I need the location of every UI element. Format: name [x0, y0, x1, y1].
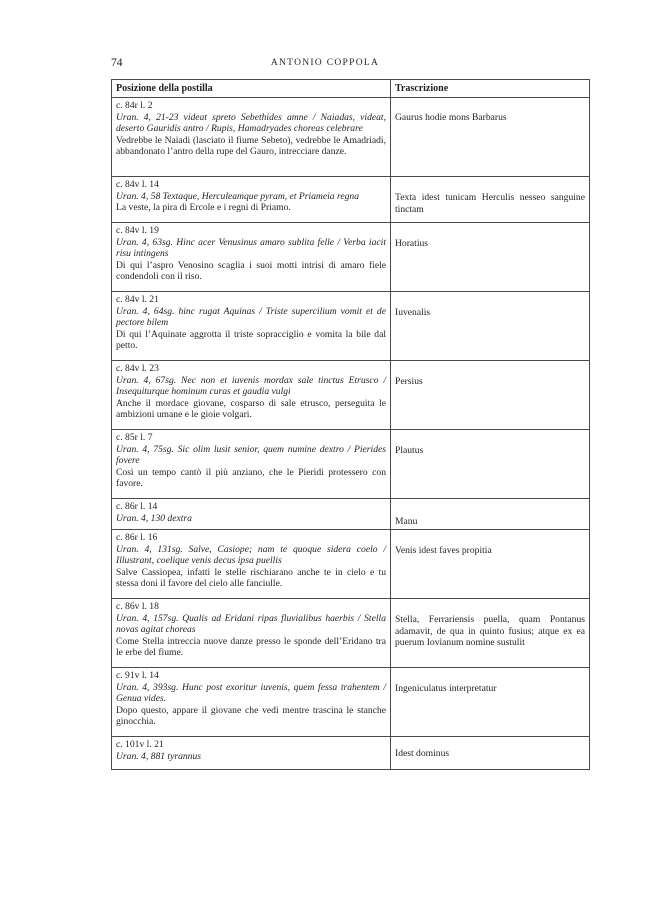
italian-translation: Come Stella intreccia nuove danze presso le sponde dell’Eridano tra le erbe del fiume.	[116, 635, 386, 659]
location: c. 84v l. 23	[116, 363, 159, 374]
column-header-position: Posizione della postilla	[112, 80, 391, 98]
transcription-cell: Gaurus hodie mons Barbarus	[391, 98, 590, 177]
location: c. 91v l. 14	[116, 670, 159, 681]
location: c. 84v l. 21	[116, 294, 159, 305]
table-row	[112, 599, 590, 668]
italian-translation: Vedrebbe le Naiadi (lasciato il fiume Sebeto), vedrebbe le Amadriadi, abbandonato l’antro della rupe del Gauro, intrecciare danze.	[116, 134, 386, 158]
table-row	[112, 499, 590, 530]
position-cell	[112, 292, 391, 361]
location: c. 85r l. 7	[116, 432, 153, 443]
position-cell	[112, 530, 391, 599]
italian-translation: Così un tempo cantò il più anziano, che le Pieridi protessero con favore.	[116, 466, 386, 490]
running-head: ANTONIO COPPOLA	[270, 58, 380, 68]
latin-source: Uran. 4, 64sg. hinc rugat Aquinas / Triste supercilium vomit et de pectore bilem	[116, 305, 386, 329]
location: c. 86v l. 18	[116, 601, 159, 612]
table-row	[112, 430, 590, 499]
latin-source: Uran. 4, 67sg. Nec non et iuvenis mordax sale tinctus Etrusco / Insequiturque hominum curas et gaudia vulgi	[116, 374, 386, 398]
position-cell	[112, 668, 391, 737]
position-cell	[112, 98, 391, 177]
position-cell	[112, 430, 391, 499]
transcription-cell: Horatius	[391, 223, 590, 292]
table-row	[112, 530, 590, 599]
italian-translation: Di qui l’Aquinate aggrotta il triste sopracciglio e vomita la bile dal petto.	[116, 328, 386, 352]
latin-source: Uran. 4, 393sg. Hunc post exoritur iuvenis, quem fessa trahentem / Genua vides.	[116, 681, 386, 705]
table-row	[112, 98, 590, 177]
table-row	[112, 177, 590, 223]
table-row	[112, 361, 590, 430]
table-row	[112, 668, 590, 737]
transcription-cell: Ingeniculatus interpretatur	[391, 668, 590, 737]
latin-source: Uran. 4, 157sg. Qualis ad Eridani ripas fluvialibus haerbis / Stella novas agitat choreas	[116, 612, 386, 636]
transcription-cell: Idest dominus	[391, 737, 590, 770]
transcription-cell: Venis idest faves propitia	[391, 530, 590, 599]
page-number: 74	[111, 57, 123, 69]
italian-translation: Di qui l’aspro Venosino scaglia i suoi motti intrisi di amaro fiele condendoli con il riso.	[116, 259, 386, 283]
transcription-cell: Stella, Ferrariensis puella, quam Pontanus adamavit, de qua in quinto fusius; atque ex ea puerum Iovianum nomine sustulit	[391, 599, 590, 668]
latin-source: Uran. 4, 58 Textaque, Herculeamque pyram, et Priameia regna	[116, 190, 360, 202]
table-header-row	[112, 80, 590, 98]
location: c. 84v l. 14	[116, 179, 159, 190]
position-cell	[112, 499, 391, 530]
italian-translation: Anche il mordace giovane, cosparso di sale etrusco, perseguita le ambizioni umane e le gioie volgari.	[116, 397, 386, 421]
location: c. 86r l. 16	[116, 532, 158, 543]
transcription-cell: Texta idest tunicam Herculis nesseo sanguine tinctam	[391, 177, 590, 223]
position-cell	[112, 223, 391, 292]
transcription-cell: Persius	[391, 361, 590, 430]
position-cell	[112, 599, 391, 668]
transcription-cell: Iuvenalis	[391, 292, 590, 361]
location: c. 86r l. 14	[116, 501, 158, 512]
italian-translation: Salve Cassiopea, infatti le stelle rischiarano anche te in cielo e tu stessa doni il favore del cielo alle fanciulle.	[116, 566, 386, 590]
latin-source: Uran. 4, 881 tyrannus	[116, 750, 202, 762]
postille-table	[111, 79, 590, 770]
transcription-cell: Plautus	[391, 430, 590, 499]
table-row	[112, 737, 590, 770]
latin-source: Uran. 4, 131sg. Salve, Casiope; nam te quoque sidera coelo / Illustrant, coelique venis decus ipsa puellis	[116, 543, 386, 567]
position-cell	[112, 361, 391, 430]
latin-source: Uran. 4, 75sg. Sic olim lusit senior, quem numine dextro / Pierides fovere	[116, 443, 386, 467]
location: c. 101v l. 21	[116, 739, 164, 750]
position-cell	[112, 737, 391, 770]
column-header-transcription: Trascrizione	[391, 80, 590, 98]
latin-source: Uran. 4, 130 dextra	[116, 512, 192, 524]
table-row	[112, 223, 590, 292]
italian-translation: La veste, la pira di Ercole e i regni di Priamo.	[116, 202, 291, 214]
table-row	[112, 292, 590, 361]
location: c. 84v l. 19	[116, 225, 159, 236]
transcription-cell: Manu	[391, 499, 590, 530]
latin-source: Uran. 4, 63sg. Hinc acer Venusinus amaro sublita felle / Verba iacit risu intingens	[116, 236, 386, 260]
location: c. 84r l. 2	[116, 100, 153, 111]
italian-translation: Dopo questo, appare il giovane che vedi mentre trascina le stanche ginocchia.	[116, 704, 386, 728]
position-cell	[112, 177, 391, 223]
latin-source: Uran. 4, 21-23 videat spreto Sebethides amne / Naiadas, videat, deserto Gauridis antro / Rupis, Hamadryades choreas celebrare	[116, 111, 386, 135]
